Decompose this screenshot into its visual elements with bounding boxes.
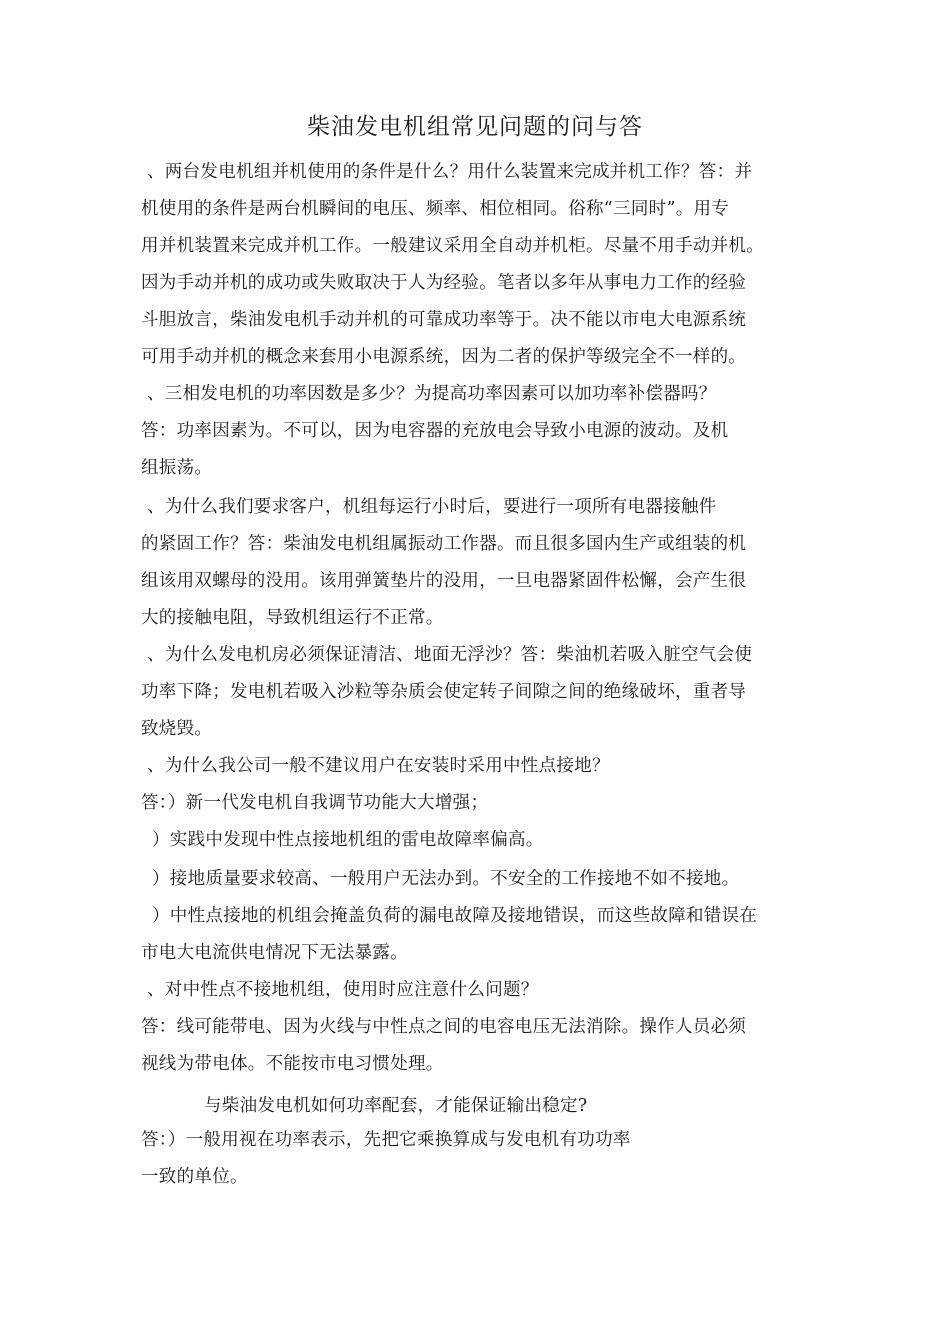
text-line: 、为什么发电机房必须保证清洁、地面无浮沙？答：柴油机若吸入脏空气会使 — [147, 645, 753, 665]
text-line: 致烧毁。 — [141, 719, 213, 739]
text-line: 答：）新一代发电机自我调节功能大大增强； — [141, 793, 489, 813]
text-line: 、三相发电机的功率因数是多少？为提高功率因素可以加功率补偿器吗？ — [147, 384, 717, 404]
text-line: 斗胆放言，柴油发电机手动并机的可靠成功率等于。决不能以市电大电源系统 — [141, 310, 747, 330]
text-line: 可用手动并机的概念来套用小电源系统，因为二者的保护等级完全不一样的。 — [141, 347, 747, 367]
text-line: 、两台发电机组并机使用的条件是什么？用什么装置来完成并机工作？答：并 — [147, 162, 753, 182]
text-line: 市电大电流供电情况下无法暴露。 — [141, 943, 408, 963]
text-line: 组该用双螺母的没用。该用弹簧垫片的没用，一旦电器紧固件松懈，会产生很 — [141, 571, 747, 591]
text-line: 的紧固工作？答：柴油发电机组属振动工作器。而且很多国内生产或组装的机 — [141, 534, 747, 554]
text-line: 视线为带电体。不能按市电习惯处理。 — [141, 1054, 444, 1074]
text-line: 大的接触电阻，导致机组运行不正常。 — [141, 608, 444, 628]
text-line: 与柴油发电机如何功率配套，才能保证输出稳定? — [204, 1096, 588, 1116]
text-line: 、为什么我公司一般不建议用户在安装时采用中性点接地？ — [147, 756, 610, 776]
text-line: ）接地质量要求较高、一般用户无法办到。不安全的工作接地不如不接地。 — [152, 869, 740, 889]
text-line: ）实践中发现中性点接地机组的雷电故障率偏高。 — [152, 830, 544, 850]
text-line: 用并机装置来完成并机工作。一般建议采用全自动并机柜。尽量不用手动并机。 — [141, 236, 764, 256]
text-line: 答：功率因素为。不可以，因为电容器的充放电会导致小电源的波动。及机 — [141, 421, 729, 441]
text-line: 一致的单位。 — [141, 1167, 248, 1187]
text-line: 因为手动并机的成功或失败取决于人为经验。笔者以多年从事电力工作的经验 — [141, 273, 747, 293]
text-line: 、为什么我们要求客户，机组每运行小时后，要进行一项所有电器接触件 — [147, 497, 717, 517]
text-line: ）中性点接地的机组会掩盖负荷的漏电故障及接地错误，而这些故障和错误在 — [152, 906, 758, 926]
text-line: 答：线可能带电、因为火线与中性点之间的电容电压无法消除。操作人员必须 — [141, 1017, 747, 1037]
text-line: 、对中性点不接地机组，使用时应注意什么问题？ — [147, 980, 539, 1000]
text-line: 功率下降；发电机若吸入沙粒等杂质会使定转子间隙之间的绝缘破坏，重者导 — [141, 682, 747, 702]
text-line: 组振荡。 — [141, 458, 213, 478]
document-title: 柴油发电机组常见问题的问与答 — [307, 114, 643, 140]
text-line: 机使用的条件是两台机瞬间的电压、频率、相位相同。俗称“三同时”。用专 — [141, 199, 730, 219]
text-line: 答：）一般用视在功率表示，先把它乘换算成与发电机有功功率 — [141, 1130, 631, 1150]
